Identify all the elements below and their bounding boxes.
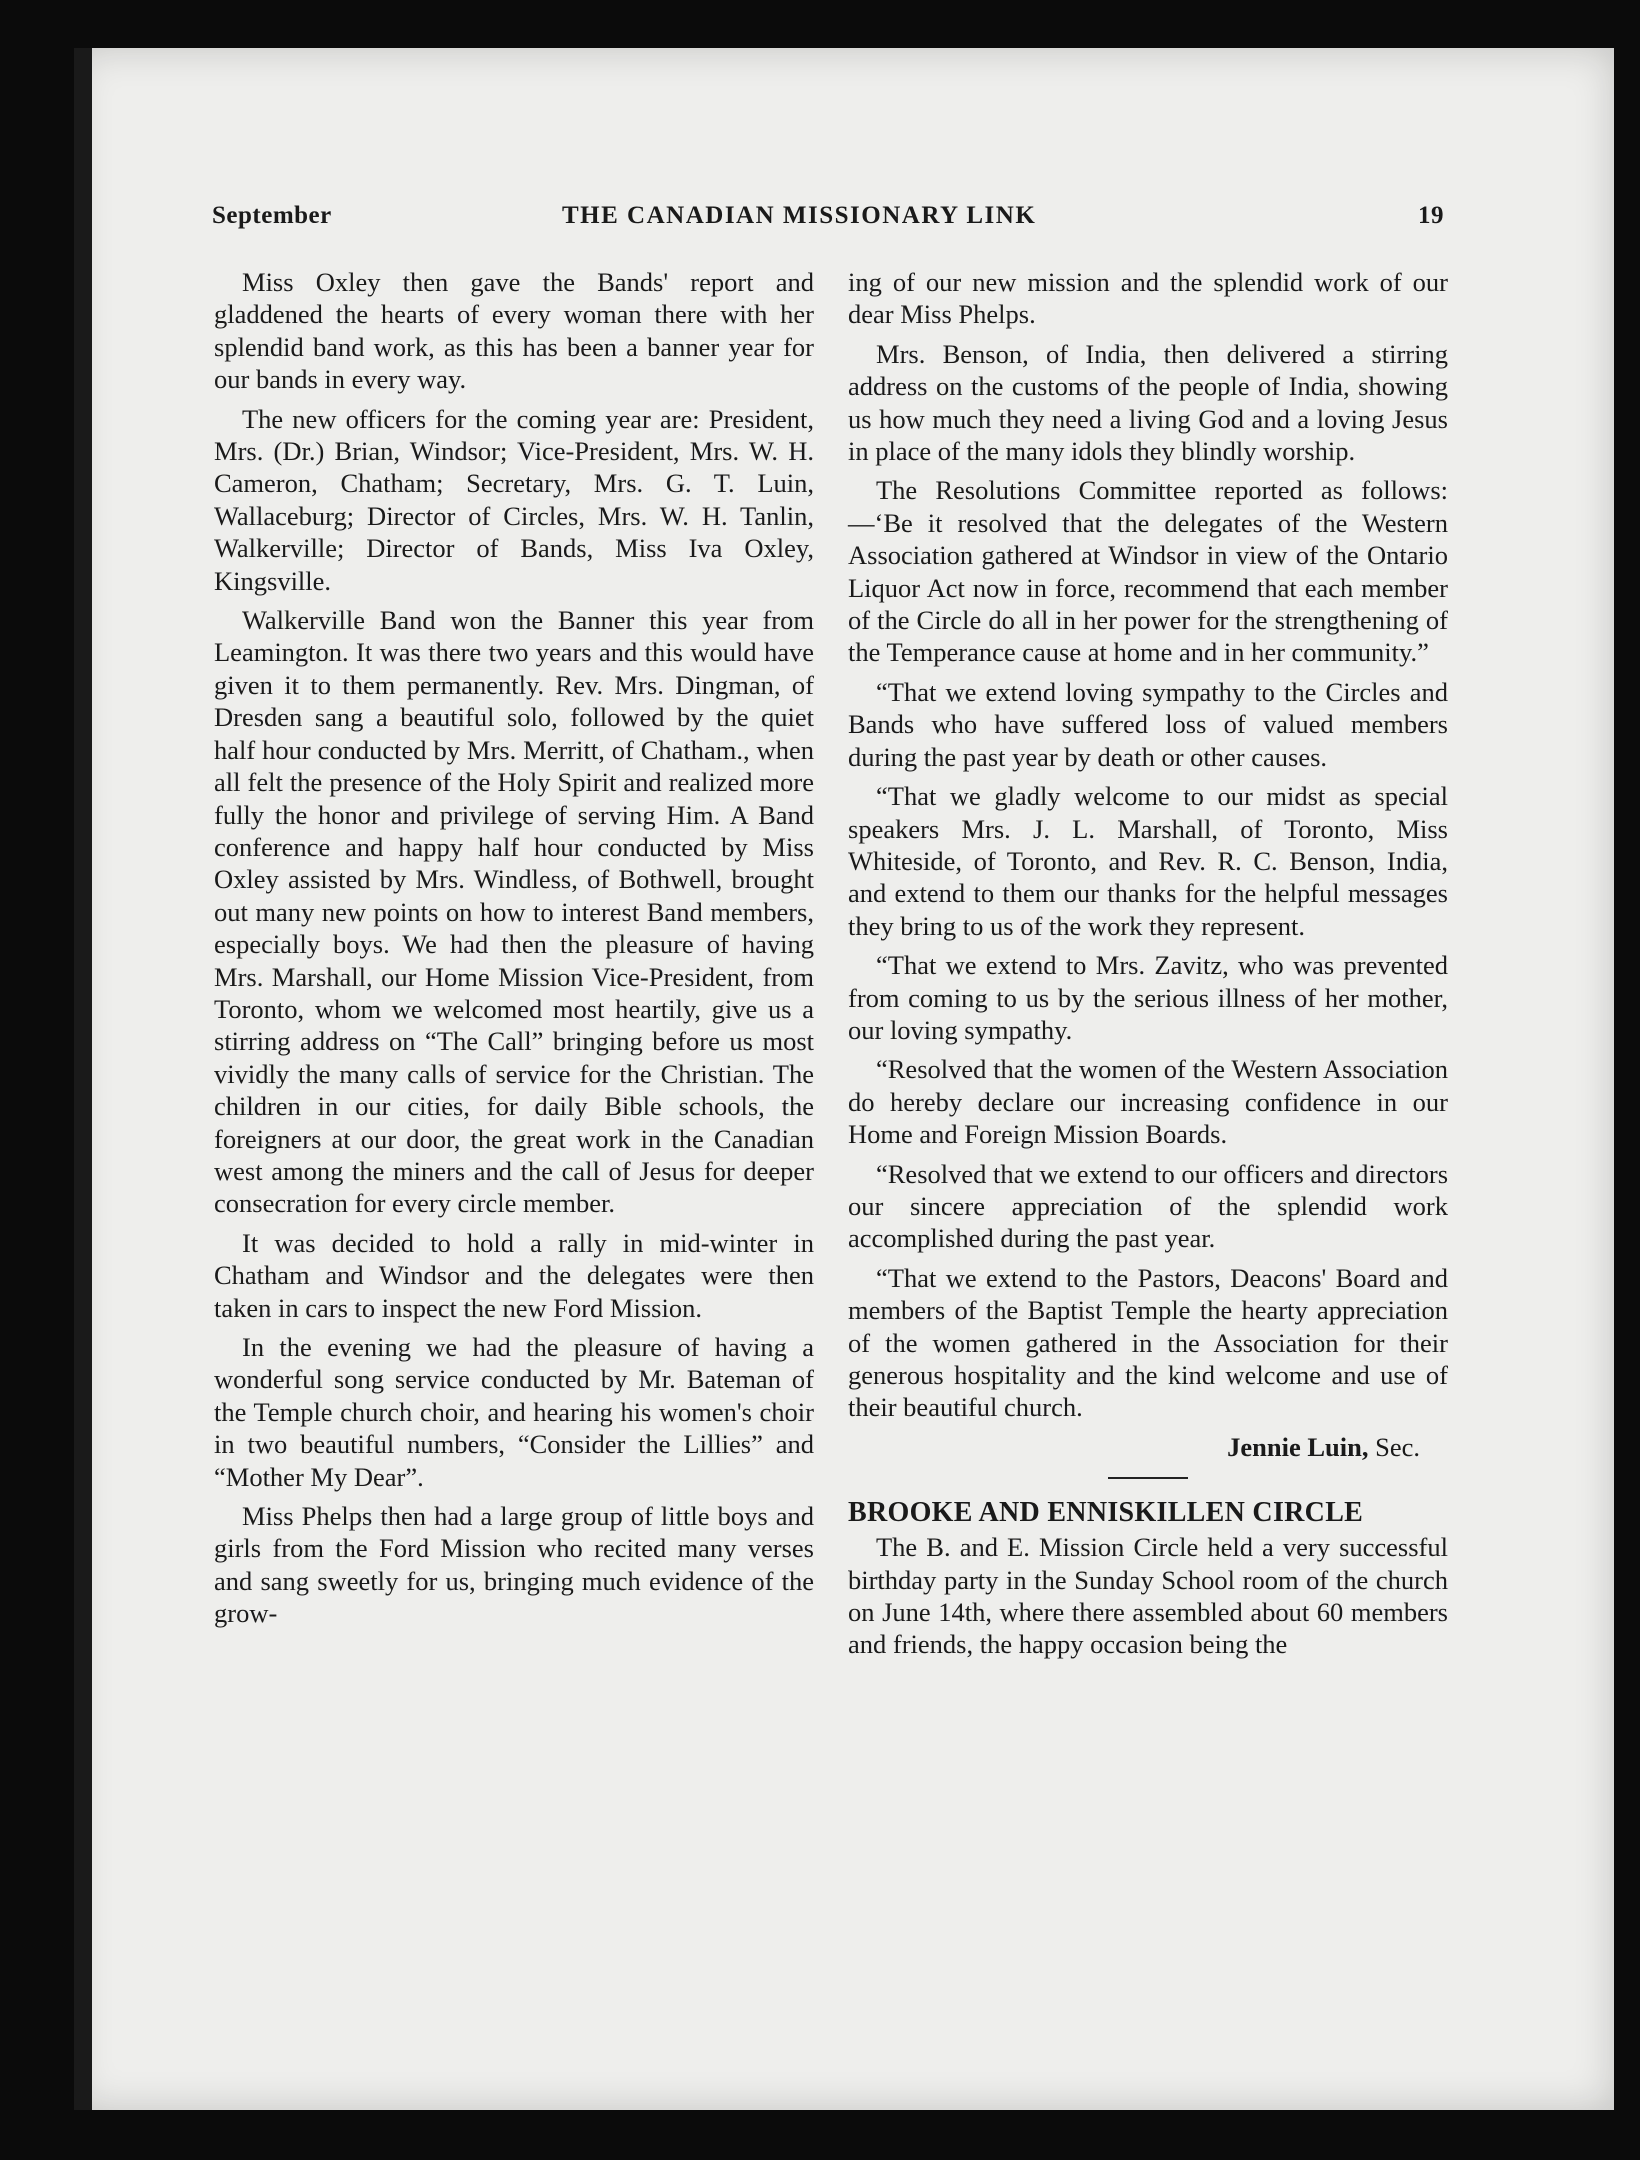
paragraph: “That we extend loving sympathy to the Circles and Bands who have suffered loss of valued members during the past year by death or other causes. <box>848 676 1448 772</box>
paragraph-continuation: ing of our new mission and the splendid work of our dear Miss Phelps. <box>848 267 1448 330</box>
paragraph: Miss Oxley then gave the Bands' report and gladdened the hearts of every woman there with her splendid band work, as this has been a banner year for our bands in every way. <box>214 267 814 395</box>
paragraph: “That we extend to the Pastors, Deacons' Board and members of the Baptist Temple the hearty appreciation of the women gathered in the Association for their generous hospitality and the kind welcome and use of their beautiful church. <box>848 1262 1448 1423</box>
signature-name: Jennie Luin, <box>1227 1431 1369 1462</box>
header-title: THE CANADIAN MISSIONARY LINK <box>562 202 1037 229</box>
paragraph: Walkerville Band won the Banner this year from Leamington. It was there two years and this would have given it to them permanently. Rev. Mrs. Dingman, of Dresden sang a beautiful solo, followed by the quiet half hour conducted by Mrs. Merritt, of Chatham., when all felt the presence of the Holy Spirit and realized more fully the honor and privilege of serving Him. A Band conference and happy half hour conducted by Miss Oxley assisted by Mrs. Windless, of Bothwell, brought out many new points on how to interest Band members, especially boys. We had then the pleasure of having Mrs. Marshall, our Home Mission Vice-President, from Toronto, whom we welcomed most heartily, give us a stirring address on “The Call” bringing before us most vividly the many calls of service for the Christian. The children in our cities, for daily Bible schools, the foreigners at our door, the great work in the Canadian west among the miners and the call of Jesus for deeper consecration for every circle member. <box>214 605 814 1219</box>
running-header <box>212 202 1444 236</box>
paragraph: “That we gladly welcome to our midst as special speakers Mrs. J. L. Marshall, of Toronto, Miss Whiteside, of Toronto, and Rev. R. C. Benson, India, and extend to them our thanks for the helpful messages they bring to us of the work they represent. <box>848 781 1448 941</box>
paragraph: Miss Phelps then had a large group of little boys and girls from the Ford Mission who recited many verses and sang sweetly for us, bringing much evidence of the grow- <box>214 1501 814 1629</box>
signature <box>848 1431 1420 1463</box>
signature-title: Sec. <box>1375 1431 1420 1462</box>
paragraph: In the evening we had the pleasure of having a wonderful song service conducted by Mr. Bateman of the Temple church choir, and hearing his women's choir in two beautiful numbers, “Consider the Lillies” and “Mother My Dear”. <box>214 1332 814 1492</box>
paragraph: “That we extend to Mrs. Zavitz, who was prevented from coming to us by the serious illness of her mother, our loving sympathy. <box>848 950 1448 1045</box>
paragraph: The B. and E. Mission Circle held a very successful birthday party in the Sunday School room of the church on June 14th, where there assembled about 60 members and friends, the happy occasion being the <box>848 1532 1448 1660</box>
left-column <box>214 266 814 1637</box>
paragraph: It was decided to hold a rally in mid-winter in Chatham and Windsor and the delegates were then taken in cars to inspect the new Ford Mission. <box>214 1227 814 1323</box>
page-binding-edge <box>74 48 92 2110</box>
section-divider <box>1108 1477 1188 1479</box>
right-column <box>848 266 1448 1668</box>
paragraph: Mrs. Benson, of India, then delivered a stirring address on the customs of the people of India, showing us how much they need a living God and a loving Jesus in place of the many idols they blindly worship. <box>848 338 1448 467</box>
section-heading: BROOKE AND ENNISKILLEN CIRCLE <box>848 1497 1364 1529</box>
header-month: September <box>212 202 332 229</box>
paragraph: “Resolved that the women of the Western Association do hereby declare our increasing confidence in our Home and Foreign Mission Boards. <box>848 1054 1448 1150</box>
paragraph: The new officers for the coming year are: President, Mrs. (Dr.) Brian, Windsor; Vice-President, Mrs. W. H. Cameron, Chatham; Secretary, Mrs. G. T. Luin, Wallaceburg; Director of Circles, Mrs. W. H. Tanlin, Walkerville; Director of Bands, Miss Iva Oxley, Kingsville. <box>214 403 814 596</box>
page-number: 19 <box>1418 202 1444 229</box>
paragraph: The Resolutions Committee reported as follows:—‘Be it resolved that the delegates of the Western Association gathered at Windsor in view of the Ontario Liquor Act now in force, recommend that each member of the Circle do all in her power for the strengthening of the Temperance cause at home and in her community.” <box>848 475 1448 668</box>
paragraph: “Resolved that we extend to our officers and directors our sincere appreciation of the splendid work accomplished during the past year. <box>848 1158 1449 1254</box>
